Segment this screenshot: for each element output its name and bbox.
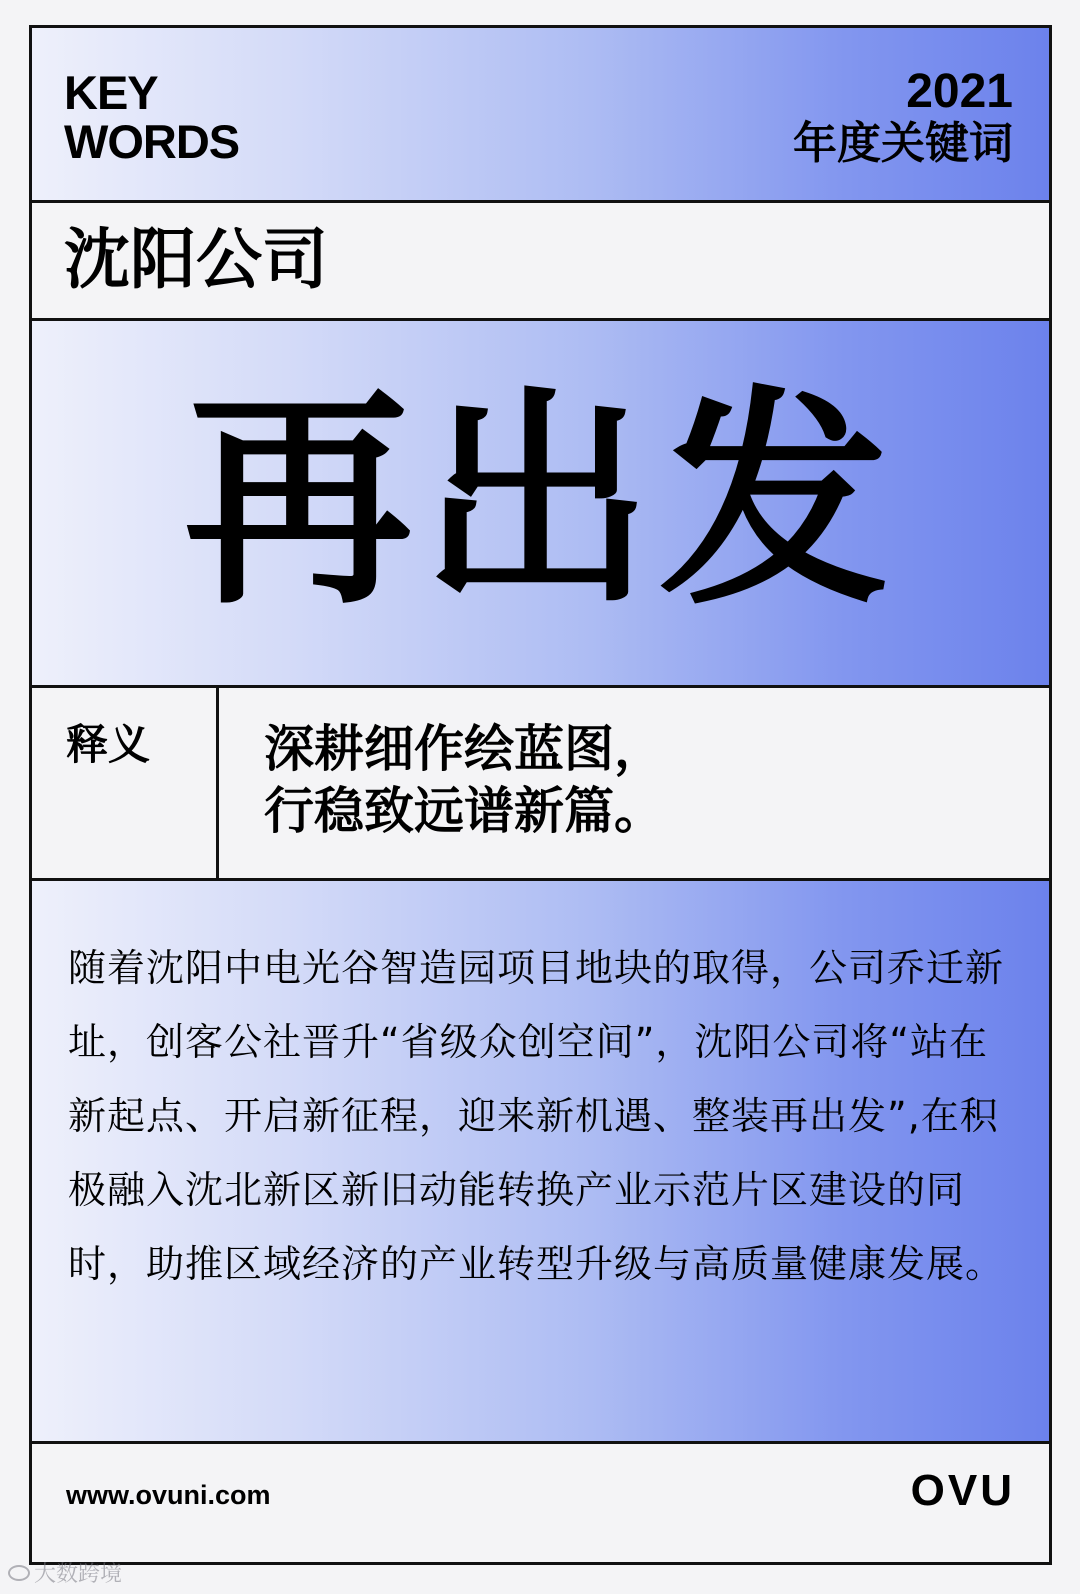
- key-words-label: [64, 68, 239, 166]
- definition-row: [32, 688, 1049, 878]
- annual-keyword-label: 年度关键词: [793, 118, 1013, 169]
- definition-label: 释义: [66, 720, 151, 769]
- definition-text: [264, 718, 664, 842]
- brand-logo: OVU: [910, 1466, 1015, 1515]
- company-name: 沈阳公司: [64, 221, 328, 298]
- watermark-text: 大数跨境: [34, 1562, 123, 1587]
- card-footer: [32, 1444, 1049, 1562]
- key-words-line-1: KEY: [64, 66, 158, 119]
- description-paragraph: 随着沈阳中电光谷智造园项目地块的取得，公司乔迁新址，创客公社晋升“省级众创空间”，沈阳公司将“站在新起点、开启新征程，迎来新机遇、整装再出发”,在积极融入沈北新区新旧动能转换产业示范片区建设的同时，助推区域经济的产业转型升级与高质量健康发展。: [68, 946, 1005, 1286]
- watermark-icon: [8, 1565, 30, 1581]
- year-block: [793, 66, 1013, 170]
- key-words-line-2: WORDS: [64, 115, 240, 168]
- year-label: 2021: [906, 65, 1013, 118]
- keyword-row: [32, 321, 1049, 685]
- company-row: [32, 203, 1049, 318]
- definition-line-2: 行稳致远谱新篇。: [264, 782, 664, 840]
- website-url: www.ovuni.com: [66, 1480, 271, 1510]
- definition-line-1: 深耕细作绘蓝图，: [264, 720, 664, 778]
- card-header: [32, 28, 1049, 200]
- main-keyword: 再出发: [183, 369, 898, 636]
- keyword-card: [29, 25, 1052, 1565]
- watermark: [8, 1557, 122, 1588]
- definition-divider: [216, 688, 219, 878]
- description-row: [32, 881, 1049, 1441]
